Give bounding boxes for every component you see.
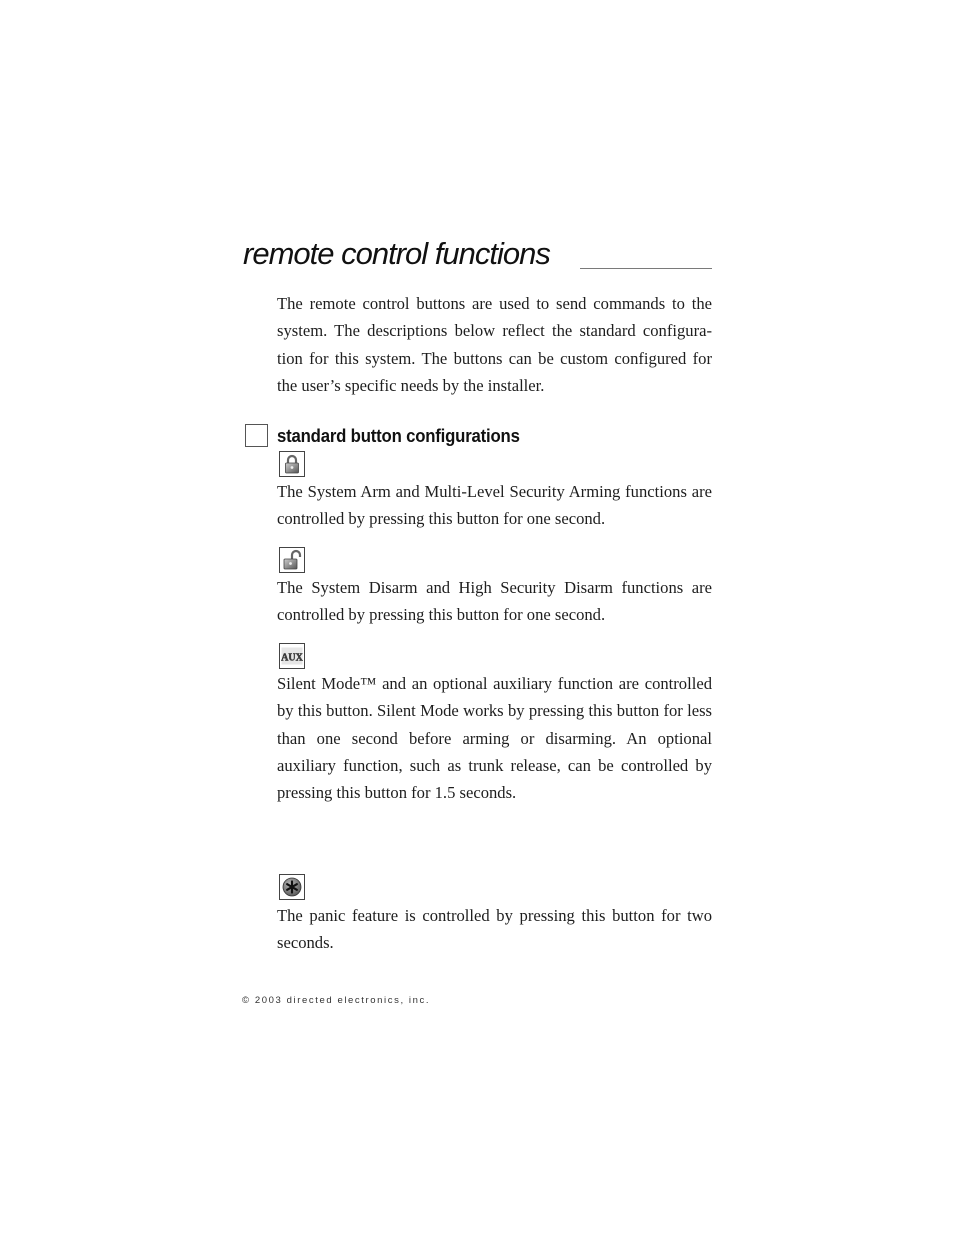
unlock-description: The System Disarm and High Security Disarm functions are controlled by pressing this button for one second.: [277, 578, 712, 625]
aux-icon: [279, 643, 305, 669]
panic-description: The panic feature is controlled by pressing this button for two seconds.: [277, 906, 712, 953]
footer-copyright: © 2003 directed electronics, inc.: [242, 995, 431, 1006]
title-rule: [580, 268, 712, 269]
lock-icon: [279, 451, 305, 477]
section-checkbox: [245, 424, 268, 447]
page-title: remote control functions: [243, 236, 550, 271]
unlock-icon: [279, 547, 305, 573]
lock-description: The System Arm and Multi-Level Security Arming functions are controlled by pressing this button for one second.: [277, 482, 712, 529]
section-heading: standard button configurations: [277, 426, 520, 446]
intro-paragraph: The remote control buttons are used to send commands to the system. The descriptions below reflect the standard configura-tion for this system. The buttons can be custom configured for the user’s specific needs by the installer.: [277, 294, 712, 395]
aux-description: Silent Mode™ and an optional auxiliary function are controlled by this button. Silent Mode works by pressing this button for less than one second before arming or disarming. An optional auxiliary function, such as trunk release, can be controlled by pressing this button for 1.5 seconds.: [277, 674, 712, 803]
panic-asterisk-icon: [279, 874, 305, 900]
aux-icon-label: AUX: [281, 652, 303, 664]
